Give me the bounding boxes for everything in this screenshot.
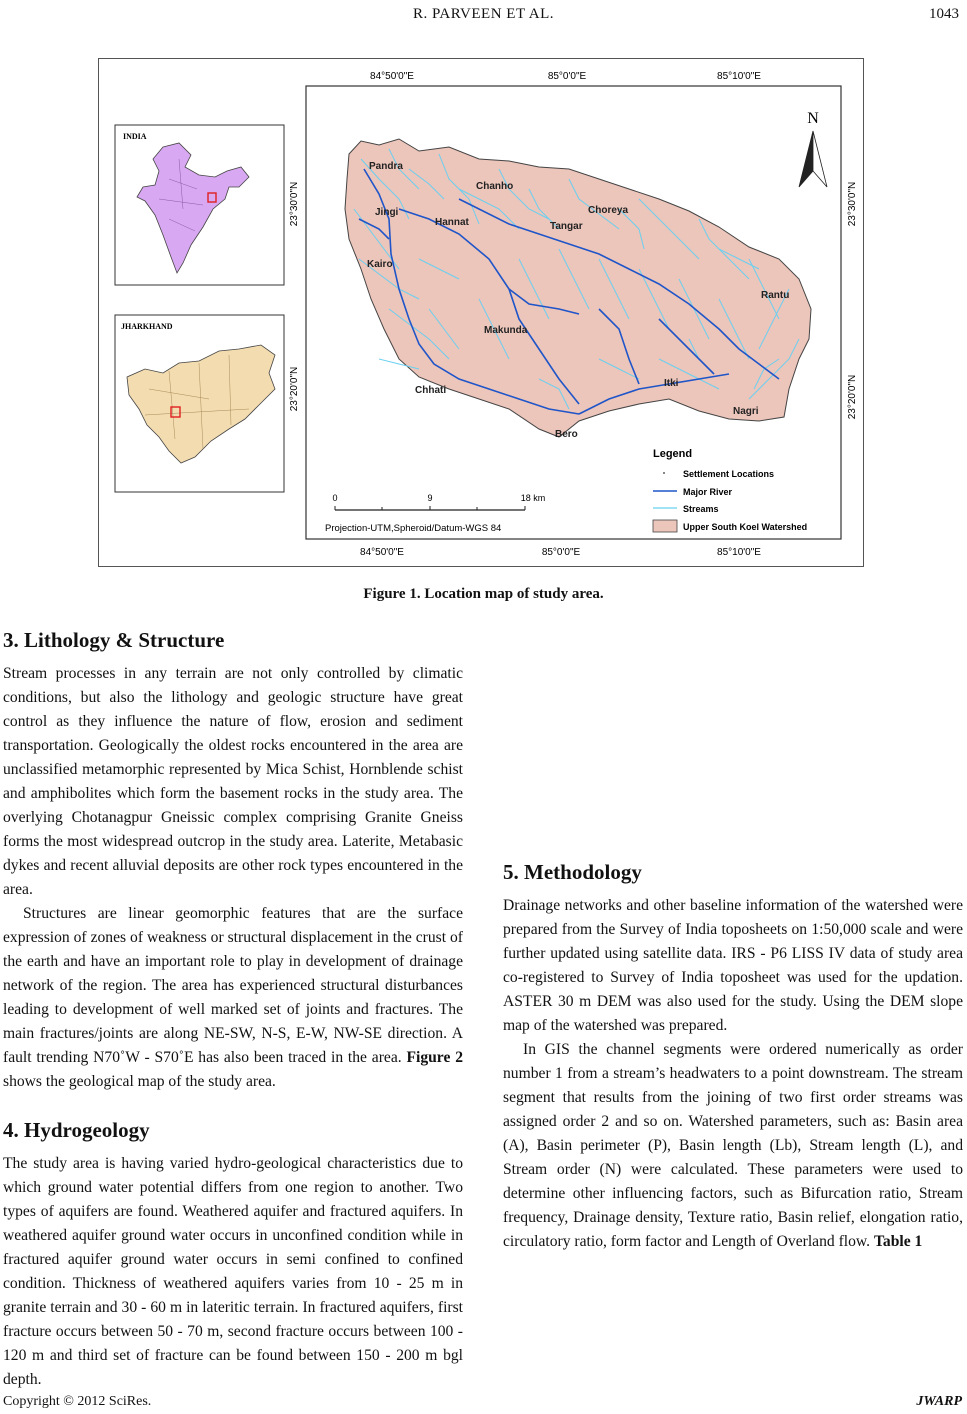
lithology-paragraph-1: Stream processes in any terrain are not only controlled by climatic conditions, but also the lithology and geologic structure have great control as they influence the nature of flow, erosion and sediment transportation. Geologically the oldest rocks encountered in the area are unclassified metamorphic represented by Mica Schist, Hornblende schist and amphibolites which form the basement rocks in the study area. The overlying Chotanagpur Gneissic complex comprising Granite Gneiss forms the most widespread outcrop in the study area. Laterite, Metabasic dykes and recent alluvial deposits are other rock types encountered in the area. [3,665,463,898]
lon-label-top-3: 85°10'0"E [717,71,761,82]
copyright-text: Copyright © 2012 SciRes. [3,1394,152,1409]
legend-watershed-symbol [653,520,677,532]
legend-item-settlement: Settlement Locations [683,469,775,479]
place-choreya: Choreya [588,205,629,216]
place-nagri: Nagri [733,406,759,417]
page-number: 1043 [929,6,959,22]
lithology-paragraph-2 [3,902,463,1094]
section-heading-hydrogeology: 4. Hydrogeology [3,1118,150,1142]
north-arrow-icon-half [813,131,827,187]
scale-bar [332,493,545,510]
india-inset-label: INDIA [123,132,147,141]
place-makunda: Makunda [484,325,528,336]
lat-label-left-2: 23°20'0"N [289,366,300,412]
scale-tick-9: 9 [427,493,433,503]
legend-item-streams: Streams [683,504,719,514]
place-bero: Bero [555,429,578,440]
scale-tick-0: 0 [332,493,338,503]
place-chanho: Chanho [476,181,514,192]
methodology-p2-text: In GIS the channel segments were ordered numerically as order number 1 from a stream’s headwaters to a point downstream. The stream segment that results from the joining of two first order streams was assigned order 2 and so on. Watershed parameters, such as: Basin area (A), Basin perimeter (P), Basin length (Lb), Stream length (L), and Stream order (N) were calculated. These parameters were used to determine other influencing factors, such as Bifurcation ratio, Stream frequency, Drainage density, Texture ratio, Basin relief, elongation ratio, circulatory ratio, form factor and Length of Overland flow. [503,1041,963,1250]
lat-label-right-2: 23°20'0"N [847,374,858,420]
section-heading-methodology: 5. Methodology [503,860,642,884]
place-jingi: Jingi [375,207,399,218]
page-header [0,6,967,30]
place-kairo: Kairo [367,259,393,270]
methodology-paragraph-1: Drainage networks and other baseline information of the watershed were prepared from the Survey of India toposheets on 1:50,000 scale and were further updated using satellite data. IRS - P6 LISS IV data of study area co-registered to Survey of India toposheet was used for the updation. ASTER 30 m DEM was also used for the study. Using the DEM slope map of the watershed was prepared. [503,897,963,1034]
section-heading-lithology: 3. Lithology & Structure [3,628,225,652]
hydrogeology-paragraph-1: The study area is having varied hydro-geological characteristics due to which ground water potential differs from one region to another. Two types of aquifers are found. Weathered aquifer and fractured aquifers. In weathered aquifer ground water occurs in unconfined condition while in fractured aquifer ground water occurs in semi confined to confined condition. Thickness of weathered aquifers varies from 10 - 25 m in granite terrain and 30 - 60 m in lateritic terrain. In fractured aquifers, first fracture occurs between 50 - 70 m, second fracture occurs between 100 - 120 m and third set of fracture can be found between 150 - 200 m bgl depth. [3,1155,463,1388]
lon-label-bottom-2: 85°0'0"E [541,547,581,558]
legend-title: Legend [653,448,693,460]
methodology-paragraph-2 [503,1038,963,1254]
lithology-p2-tail: shows the geological map of the study area. [3,1073,276,1090]
lon-label-bottom-3: 85°10'0"E [717,547,761,558]
lat-label-right-1: 23°30'0"N [847,181,858,227]
figure-2-reference[interactable]: Figure 2 [406,1049,463,1066]
journal-abbrev: JWARP [916,1394,962,1409]
legend-item-watershed: Upper South Koel Watershed [683,522,808,532]
lon-label-top-2: 85°0'0"E [547,71,587,82]
north-arrow-icon [799,131,813,187]
location-map-figure [98,58,864,567]
lithology-p2-text: Structures are linear geomorphic features that are the surface expression of zones of weakness or structural displacement in the crust of the earth and have an important role to play in development of drainage network of the region. The area has experienced structural disturbances leading to development of well marked set of joints and fractures. The main fractures/joints are along NE-SW, N-S, E-W, NW-SE direction. A fault trending N70˚W - S70˚E has also been traced in the area. [3,905,463,1066]
place-tangar: Tangar [550,221,583,232]
place-itki: Itki [664,378,679,389]
legend-item-major-river: Major River [683,487,733,497]
right-column [503,628,963,1254]
projection-label: Projection-UTM,Spheroid/Datum-WGS 84 [325,523,502,534]
lon-label-top-1: 84°50'0"E [370,71,414,82]
figure-caption: Figure 1. Location map of study area. [363,586,604,602]
place-rantu: Rantu [761,290,790,301]
running-title: R. PARVEEN ET AL. [412,6,555,22]
place-hannat: Hannat [435,217,469,228]
map-legend [653,448,807,532]
jharkhand-inset-label: JHARKHAND [121,322,173,331]
left-column [3,622,463,1392]
scale-tick-18: 18 km [520,493,546,503]
legend-settlement-symbol [663,472,665,474]
table-1-reference[interactable]: Table 1 [873,1233,923,1250]
place-pandra: Pandra [369,161,403,172]
place-chhati: Chhati [415,385,447,396]
lat-label-left-1: 23°30'0"N [289,181,300,227]
lon-label-bottom-1: 84°50'0"E [360,547,404,558]
north-arrow-label: N [807,110,819,127]
